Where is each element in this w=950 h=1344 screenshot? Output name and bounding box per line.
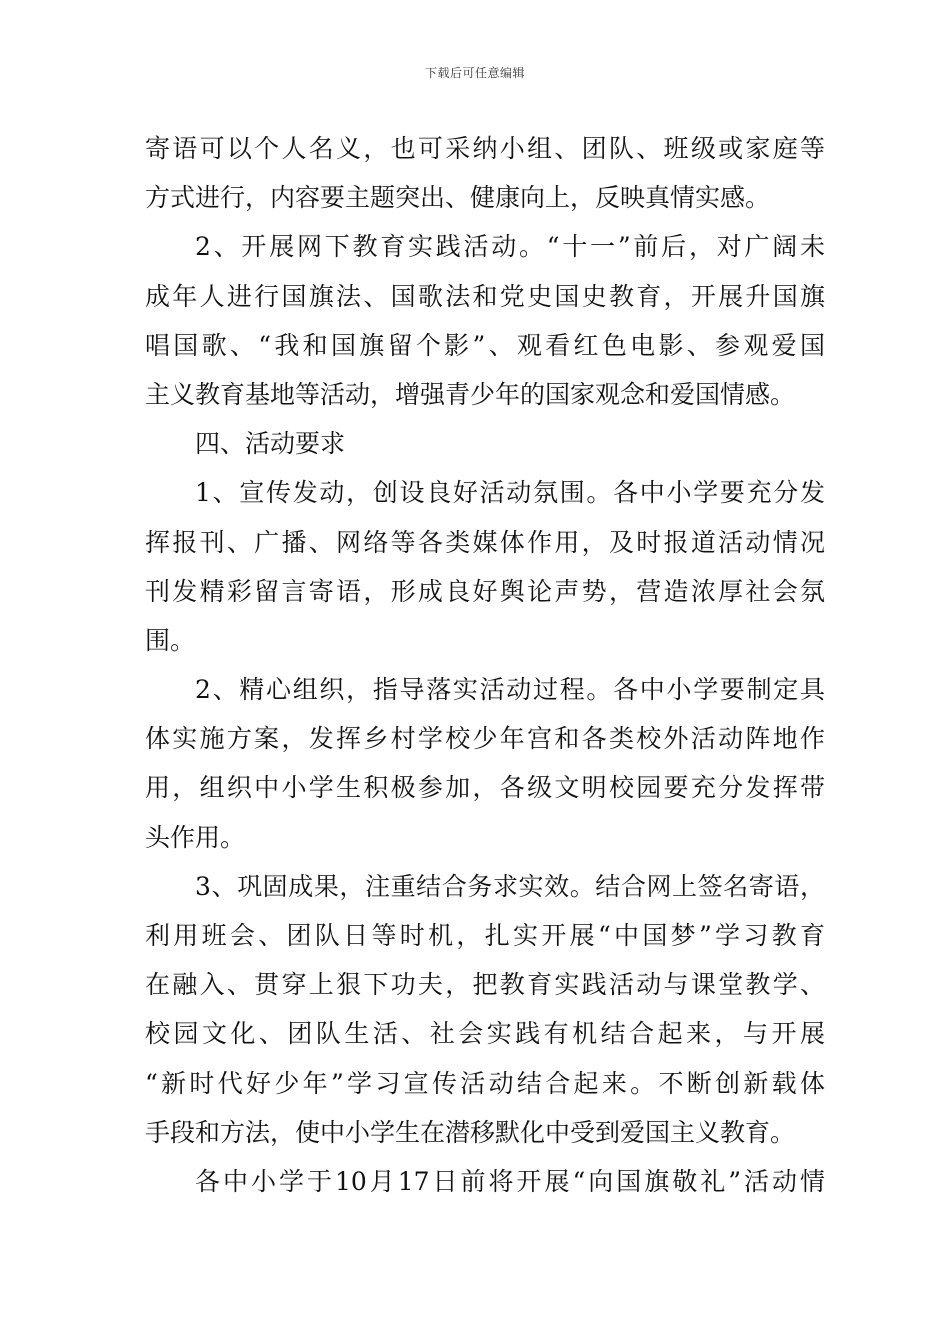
- text-line: 2、开展网下教育实践活动。“十一”前后，对广阔未: [195, 232, 825, 262]
- text-line: 手段和方法，使中小学生在潜移默化中受到爱国主义教育。: [145, 1117, 796, 1147]
- text-line: 校园文化、团队生活、社会实践有机结合起来，与开展: [145, 1019, 825, 1049]
- section-heading: 四、活动要求: [195, 429, 346, 459]
- text-line: 唱国歌、“我和国旗留个影”、观看红色电影、参观爱国: [145, 330, 825, 360]
- text-line: 刊发精彩留言寄语，形成良好舆论声势，营造浓厚社会氛: [145, 576, 825, 606]
- text-line: 体实施方案，发挥乡村学校少年宫和各类校外活动阵地作: [145, 724, 825, 754]
- text-line: 主义教育基地等活动，增强青少年的国家观念和爱国情感。: [145, 379, 796, 409]
- text-line: 在融入、贯穿上狠下功夫，把教育实践活动与课堂教学、: [145, 970, 825, 1000]
- page-header: 下载后可任意编辑: [424, 66, 525, 80]
- text-line: 2、精心组织，指导落实活动过程。各中小学要制定具: [195, 675, 825, 705]
- text-line: 3、巩固成果，注重结合务求实效。结合网上签名寄语，: [195, 871, 825, 901]
- text-line: 挥报刊、广播、网络等各类媒体作用，及时报道活动情况: [145, 527, 825, 557]
- text-line: 利用班会、团队日等时机，扎实开展“中国梦”学习教育: [145, 921, 825, 950]
- text-line: 方式进行，内容要主题突出、健康向上，反映真情实感。: [145, 183, 771, 213]
- text-line: 各中小学于10月17日前将开展“向国旗敬礼”活动情: [195, 1166, 825, 1196]
- text-line: 头作用。: [145, 822, 246, 852]
- text-line: 围。: [145, 625, 196, 655]
- text-line: 成年人进行国旗法、国歌法和党史国史教育，开展升国旗: [145, 281, 825, 311]
- document-body: [145, 124, 825, 1206]
- text-line: 1、宣传发动，创设良好活动氛围。各中小学要充分发: [195, 478, 825, 508]
- text-line: 寄语可以个人名义，也可采纳小组、团队、班级或家庭等: [145, 134, 825, 163]
- text-line: 用，组织中小学生积极参加，各级文明校园要充分发挥带: [145, 773, 825, 803]
- text-line: “新时代好少年”学习宣传活动结合起来。不断创新载体: [145, 1068, 825, 1098]
